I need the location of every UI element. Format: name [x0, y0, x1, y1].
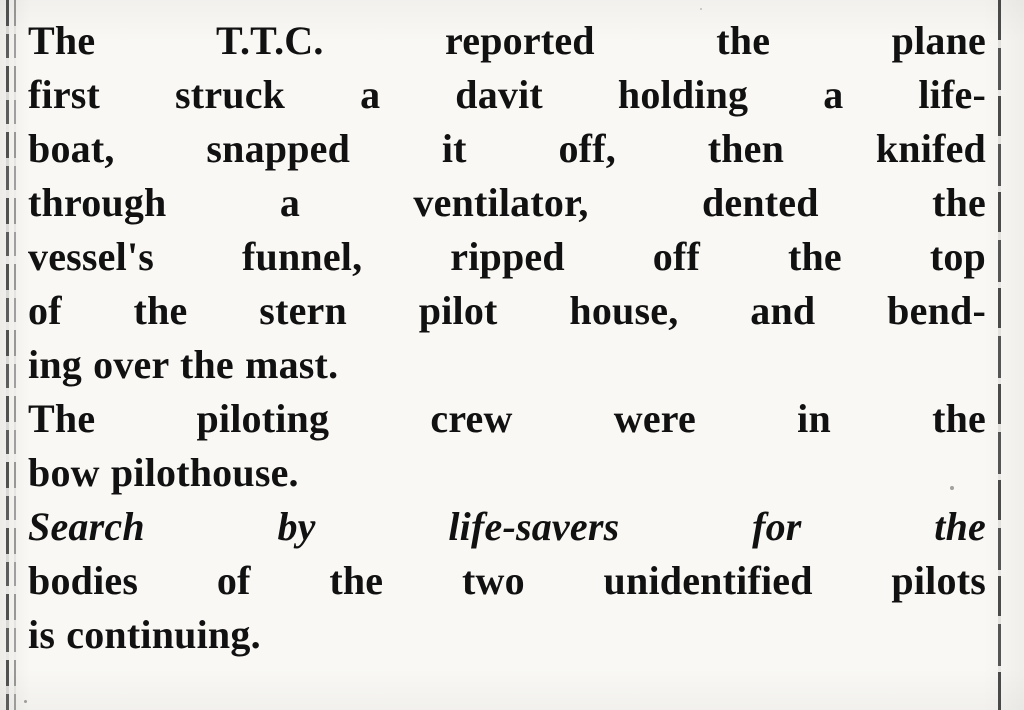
- text-line: ing over the mast.: [28, 342, 339, 387]
- text-line: The piloting crew were in the: [28, 396, 986, 441]
- scan-speck: [24, 700, 27, 703]
- text-line: bow pilothouse.: [28, 450, 299, 495]
- column-rule-left: [6, 0, 9, 710]
- article-column: [28, 14, 986, 662]
- text-line: The T.T.C. reported the plane: [28, 18, 986, 63]
- paragraph-1: [28, 14, 986, 392]
- text-line: bodies of the two unidentified pilots: [28, 558, 986, 603]
- text-line: of the stern pilot house, and bend-: [28, 288, 986, 333]
- text-line: boat, snapped it off, then knifed: [28, 126, 986, 171]
- text-line: through a ventilator, dented the: [28, 180, 986, 225]
- column-rule-left-secondary: [14, 0, 16, 710]
- text-line: first struck a davit holding a life-: [28, 72, 986, 117]
- scan-speck: [950, 486, 954, 490]
- scan-speck: [700, 8, 702, 10]
- paragraph-2: [28, 392, 986, 500]
- column-rule-right: [998, 0, 1001, 710]
- text-line: Search by life-savers for the: [28, 504, 986, 549]
- paragraph-3: [28, 500, 986, 662]
- text-line: is continuing.: [28, 612, 261, 657]
- text-line: vessel's funnel, ripped off the top: [28, 234, 986, 279]
